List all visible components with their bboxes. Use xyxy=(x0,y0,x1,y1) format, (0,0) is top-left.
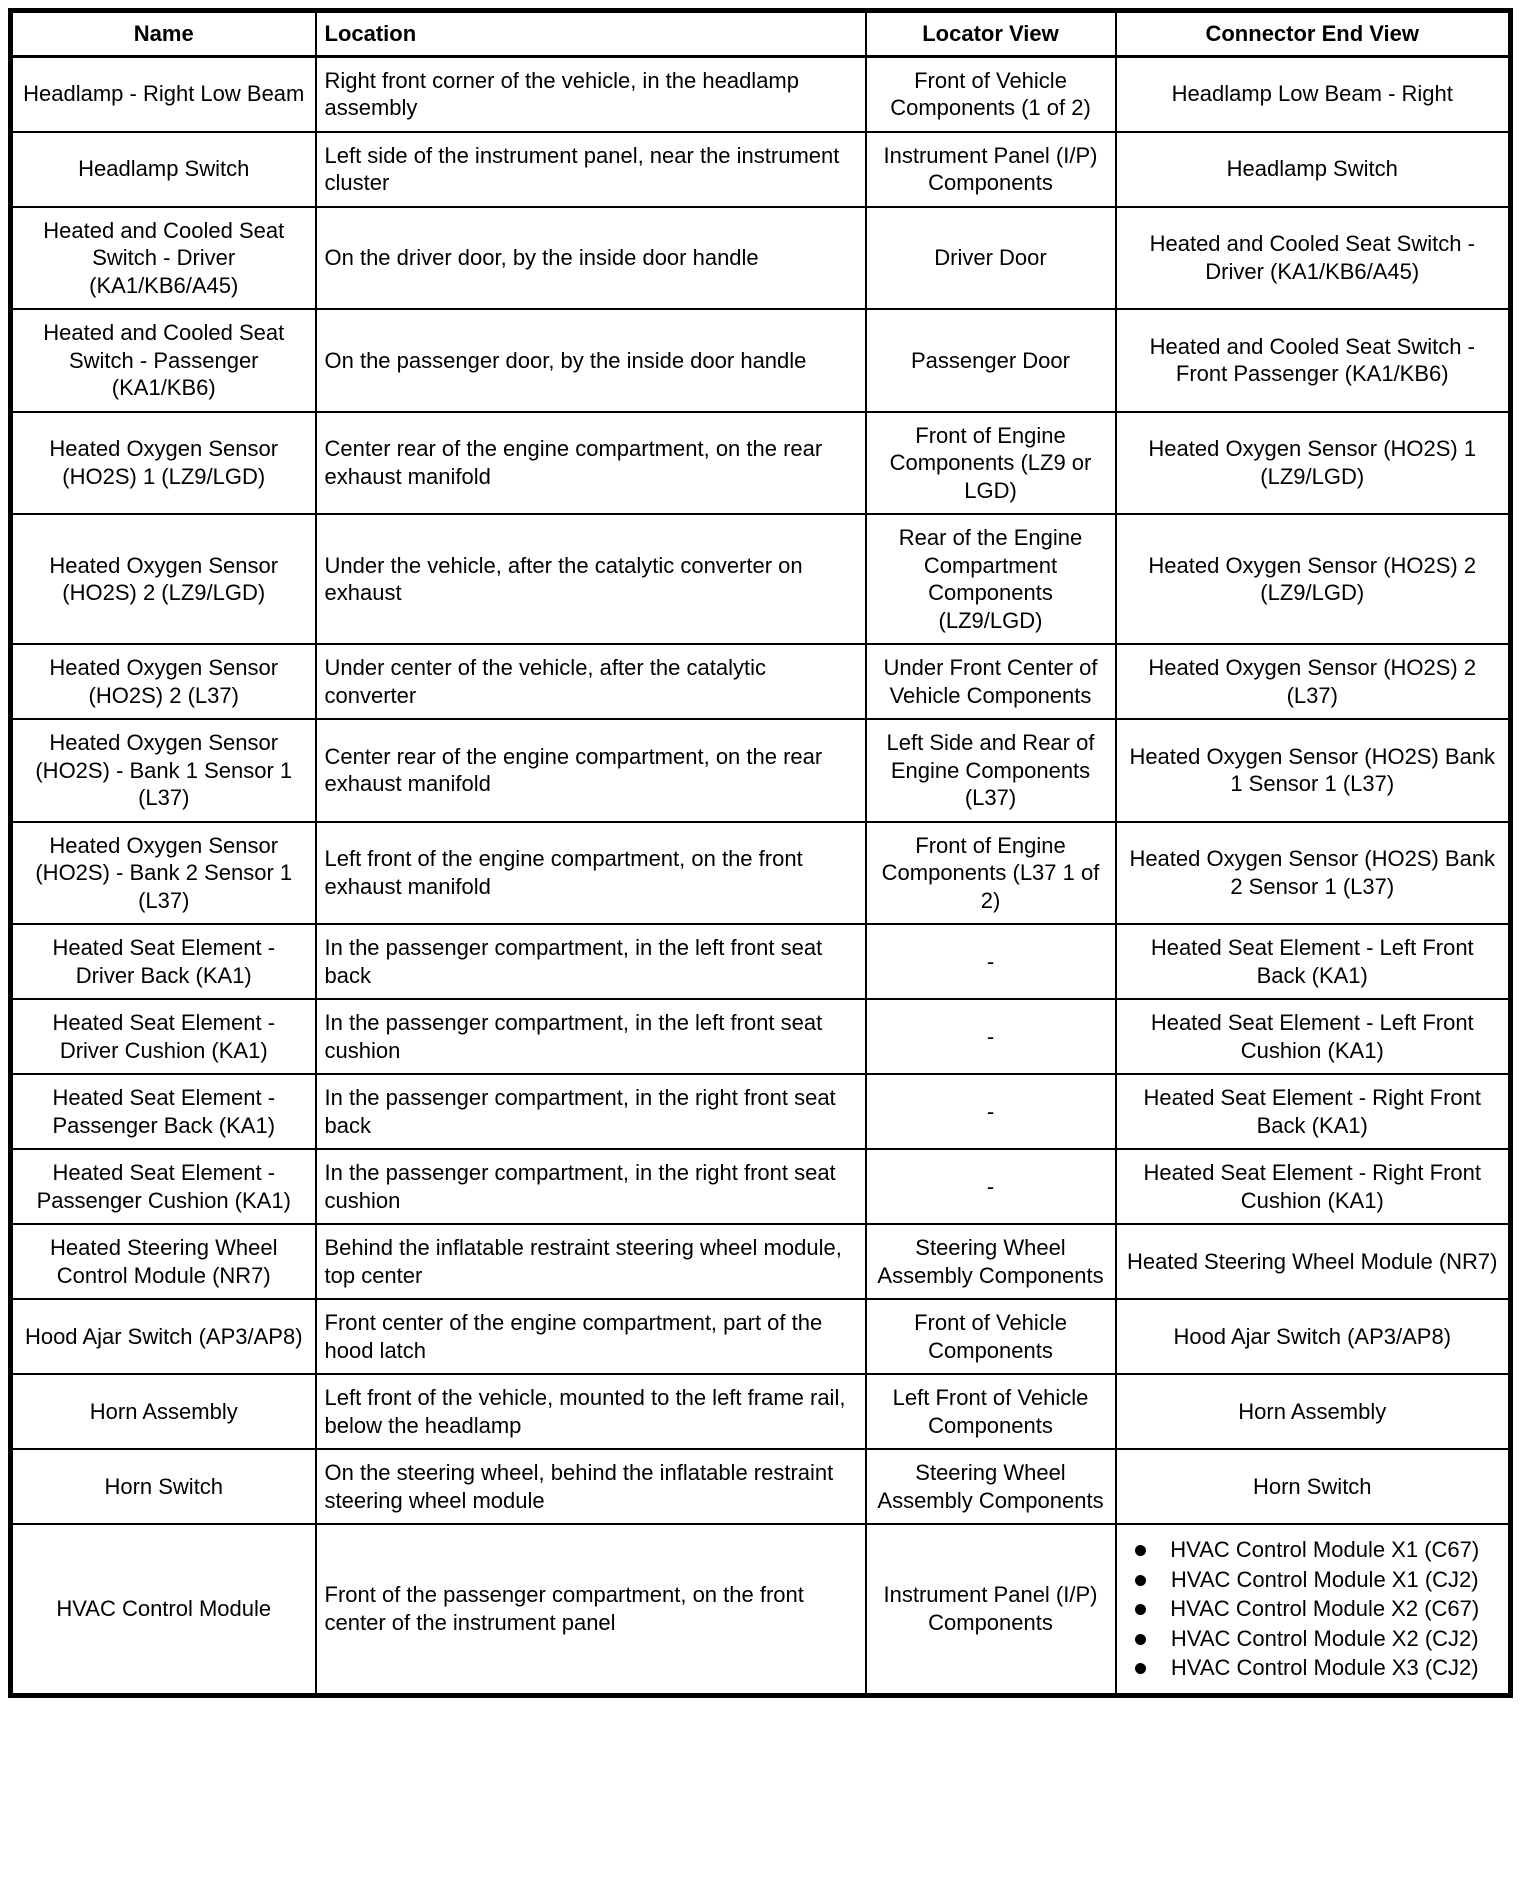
table-row xyxy=(11,644,1511,719)
connector-end-view-cell: Heated and Cooled Seat Switch - Front Passenger (KA1/KB6) xyxy=(1116,309,1511,412)
bullet-icon xyxy=(1135,1663,1146,1674)
header-locator-view: Locator View xyxy=(866,11,1116,57)
header-row xyxy=(11,11,1511,57)
location-cell: Center rear of the engine compartment, on the rear exhaust manifold xyxy=(316,719,866,822)
connector-list-item xyxy=(1125,1625,1501,1653)
locator-view-cell: - xyxy=(866,924,1116,999)
header-location: Location xyxy=(316,11,866,57)
table-row xyxy=(11,822,1511,925)
connector-label: HVAC Control Module X1 (CJ2) xyxy=(1170,1566,1479,1592)
table-row xyxy=(11,999,1511,1074)
header-connector-end-view: Connector End View xyxy=(1116,11,1511,57)
name-cell: Heated Oxygen Sensor (HO2S) 2 (LZ9/LGD) xyxy=(11,514,316,644)
table-row xyxy=(11,412,1511,515)
location-cell: Right front corner of the vehicle, in the headlamp assembly xyxy=(316,56,866,132)
table-row xyxy=(11,1449,1511,1524)
header-name: Name xyxy=(11,11,316,57)
table-row xyxy=(11,719,1511,822)
connector-list-item xyxy=(1125,1595,1501,1623)
connector-list-item xyxy=(1125,1566,1501,1594)
name-cell: Hood Ajar Switch (AP3/AP8) xyxy=(11,1299,316,1374)
connector-end-view-cell: Horn Assembly xyxy=(1116,1374,1511,1449)
location-cell: Under center of the vehicle, after the catalytic converter xyxy=(316,644,866,719)
table-row xyxy=(11,132,1511,207)
name-cell: Horn Assembly xyxy=(11,1374,316,1449)
location-cell: On the driver door, by the inside door handle xyxy=(316,207,866,310)
connector-label: HVAC Control Module X2 (CJ2) xyxy=(1170,1625,1479,1651)
table-row xyxy=(11,207,1511,310)
locator-view-cell: - xyxy=(866,999,1116,1074)
locator-view-cell: Driver Door xyxy=(866,207,1116,310)
connector-end-view-cell: Heated Oxygen Sensor (HO2S) 1 (LZ9/LGD) xyxy=(1116,412,1511,515)
connector-end-view-cell: Horn Switch xyxy=(1116,1449,1511,1524)
connector-label: HVAC Control Module X3 (CJ2) xyxy=(1170,1655,1479,1680)
connector-list xyxy=(1125,1536,1501,1682)
location-cell: On the steering wheel, behind the inflatable restraint steering wheel module xyxy=(316,1449,866,1524)
location-cell: In the passenger compartment, in the right front seat back xyxy=(316,1074,866,1149)
locator-view-cell: Passenger Door xyxy=(866,309,1116,412)
connector-end-view-cell: Heated Oxygen Sensor (HO2S) 2 (L37) xyxy=(1116,644,1511,719)
table-row xyxy=(11,1524,1511,1695)
location-cell: Front center of the engine compartment, part of the hood latch xyxy=(316,1299,866,1374)
name-cell: Heated Seat Element - Passenger Back (KA1) xyxy=(11,1074,316,1149)
locator-view-cell: - xyxy=(866,1149,1116,1224)
locator-view-cell: Instrument Panel (I/P) Components xyxy=(866,1524,1116,1695)
connector-end-view-cell: Heated Oxygen Sensor (HO2S) Bank 2 Sensor 1 (L37) xyxy=(1116,822,1511,925)
location-cell: Behind the inflatable restraint steering wheel module, top center xyxy=(316,1224,866,1299)
component-location-table xyxy=(8,8,1513,1698)
locator-view-cell: Front of Vehicle Components xyxy=(866,1299,1116,1374)
location-cell: In the passenger compartment, in the left front seat back xyxy=(316,924,866,999)
locator-view-cell: Left Front of Vehicle Components xyxy=(866,1374,1116,1449)
locator-view-cell: Left Side and Rear of Engine Components (L37) xyxy=(866,719,1116,822)
bullet-icon xyxy=(1135,1545,1146,1556)
table-header xyxy=(11,11,1511,57)
location-cell: Left front of the vehicle, mounted to the left frame rail, below the headlamp xyxy=(316,1374,866,1449)
locator-view-cell: Front of Engine Components (LZ9 or LGD) xyxy=(866,412,1116,515)
location-cell: Left front of the engine compartment, on the front exhaust manifold xyxy=(316,822,866,925)
name-cell: Heated Seat Element - Driver Cushion (KA1) xyxy=(11,999,316,1074)
name-cell: Heated Oxygen Sensor (HO2S) - Bank 2 Sensor 1 (L37) xyxy=(11,822,316,925)
name-cell: Horn Switch xyxy=(11,1449,316,1524)
connector-end-view-cell: Heated Seat Element - Left Front Back (KA1) xyxy=(1116,924,1511,999)
bullet-icon xyxy=(1135,1575,1146,1586)
table-row xyxy=(11,309,1511,412)
connector-end-view-cell: Heated Steering Wheel Module (NR7) xyxy=(1116,1224,1511,1299)
connector-list-item xyxy=(1125,1654,1501,1682)
table-row xyxy=(11,1149,1511,1224)
name-cell: Headlamp - Right Low Beam xyxy=(11,56,316,132)
name-cell: Heated Oxygen Sensor (HO2S) 2 (L37) xyxy=(11,644,316,719)
locator-view-cell: Steering Wheel Assembly Components xyxy=(866,1224,1116,1299)
name-cell: Heated Seat Element - Passenger Cushion (KA1) xyxy=(11,1149,316,1224)
location-cell: Under the vehicle, after the catalytic converter on exhaust xyxy=(316,514,866,644)
bullet-icon xyxy=(1135,1604,1146,1615)
table-row xyxy=(11,1074,1511,1149)
table-row xyxy=(11,1374,1511,1449)
name-cell: Heated Seat Element - Driver Back (KA1) xyxy=(11,924,316,999)
name-cell: Heated Oxygen Sensor (HO2S) 1 (LZ9/LGD) xyxy=(11,412,316,515)
table-body xyxy=(11,56,1511,1695)
locator-view-cell: Front of Engine Components (L37 1 of 2) xyxy=(866,822,1116,925)
locator-view-cell: - xyxy=(866,1074,1116,1149)
location-cell: In the passenger compartment, in the right front seat cushion xyxy=(316,1149,866,1224)
table-row xyxy=(11,1299,1511,1374)
name-cell: Heated Steering Wheel Control Module (NR7) xyxy=(11,1224,316,1299)
location-cell: Left side of the instrument panel, near the instrument cluster xyxy=(316,132,866,207)
location-cell: Front of the passenger compartment, on the front center of the instrument panel xyxy=(316,1524,866,1695)
locator-view-cell: Rear of the Engine Compartment Components (LZ9/LGD) xyxy=(866,514,1116,644)
connector-end-view-cell: Headlamp Low Beam - Right xyxy=(1116,56,1511,132)
bullet-icon xyxy=(1135,1634,1146,1645)
name-cell: HVAC Control Module xyxy=(11,1524,316,1695)
connector-end-view-cell: Heated Seat Element - Left Front Cushion (KA1) xyxy=(1116,999,1511,1074)
connector-label: HVAC Control Module X2 (C67) xyxy=(1170,1596,1480,1621)
table-row xyxy=(11,56,1511,132)
connector-end-view-cell xyxy=(1116,1524,1511,1695)
locator-view-cell: Under Front Center of Vehicle Components xyxy=(866,644,1116,719)
locator-view-cell: Steering Wheel Assembly Components xyxy=(866,1449,1116,1524)
location-cell: On the passenger door, by the inside door handle xyxy=(316,309,866,412)
locator-view-cell: Front of Vehicle Components (1 of 2) xyxy=(866,56,1116,132)
connector-label: HVAC Control Module X1 (C67) xyxy=(1170,1537,1480,1562)
name-cell: Headlamp Switch xyxy=(11,132,316,207)
location-cell: In the passenger compartment, in the left front seat cushion xyxy=(316,999,866,1074)
connector-end-view-cell: Heated Seat Element - Right Front Cushion (KA1) xyxy=(1116,1149,1511,1224)
connector-end-view-cell: Heated Oxygen Sensor (HO2S) 2 (LZ9/LGD) xyxy=(1116,514,1511,644)
connector-end-view-cell: Heated Oxygen Sensor (HO2S) Bank 1 Sensor 1 (L37) xyxy=(1116,719,1511,822)
connector-end-view-cell: Heated Seat Element - Right Front Back (KA1) xyxy=(1116,1074,1511,1149)
name-cell: Heated and Cooled Seat Switch - Passenger (KA1/KB6) xyxy=(11,309,316,412)
name-cell: Heated and Cooled Seat Switch - Driver (KA1/KB6/A45) xyxy=(11,207,316,310)
table-row xyxy=(11,1224,1511,1299)
table-row xyxy=(11,514,1511,644)
location-cell: Center rear of the engine compartment, on the rear exhaust manifold xyxy=(316,412,866,515)
locator-view-cell: Instrument Panel (I/P) Components xyxy=(866,132,1116,207)
connector-end-view-cell: Hood Ajar Switch (AP3/AP8) xyxy=(1116,1299,1511,1374)
connector-end-view-cell: Heated and Cooled Seat Switch - Driver (KA1/KB6/A45) xyxy=(1116,207,1511,310)
connector-end-view-cell: Headlamp Switch xyxy=(1116,132,1511,207)
table-row xyxy=(11,924,1511,999)
name-cell: Heated Oxygen Sensor (HO2S) - Bank 1 Sensor 1 (L37) xyxy=(11,719,316,822)
connector-list-item xyxy=(1125,1536,1501,1564)
